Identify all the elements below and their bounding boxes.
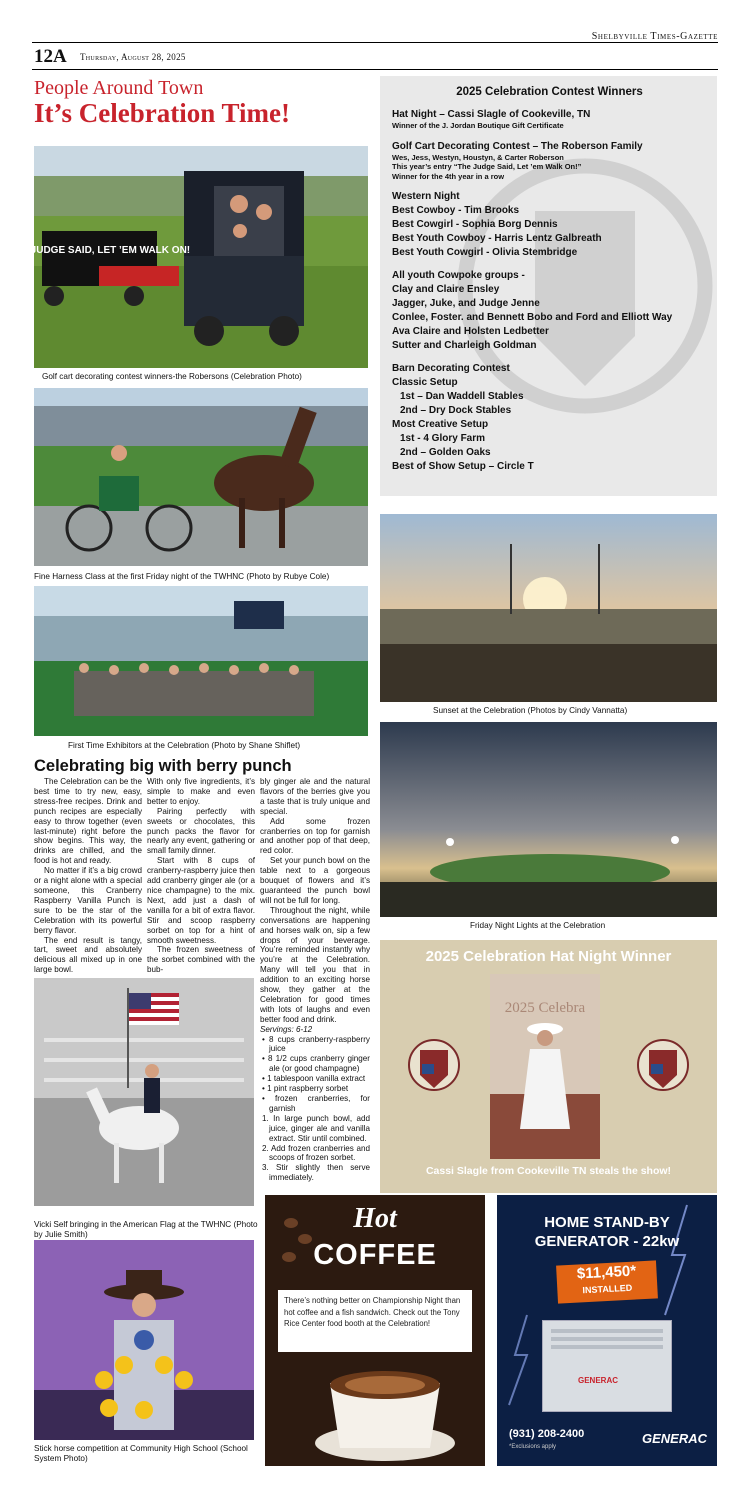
hat-night-caption: Cassi Slagle from Cookeville TN steals the show! [425, 1165, 672, 1177]
article-paragraph: The end result is tangy, tart, sweet and absolutely delicious all mixed up in one large bowl. [34, 935, 142, 975]
western-line: Best Youth Cowboy - Harris Lentz Galbreath [392, 233, 602, 244]
hat-night-prize: Winner of the J. Jordan Boutique Gift Certificate [392, 121, 564, 130]
barn-classic: Classic Setup [392, 377, 458, 388]
article-column-2 [147, 777, 255, 975]
cowpoke-line: Jagger, Juke, and Judge Jenne [392, 298, 540, 309]
article-paragraph: Add some frozen cranberries on top for garnish and another pop of that deep, red color. [260, 816, 370, 856]
photo-american-flag [34, 978, 254, 1206]
generator-phone[interactable]: (931) 208-2400 [509, 1428, 585, 1440]
article-column-3 [260, 777, 370, 1183]
golf-cart-winner: Golf Cart Decorating Contest – The Roberson Family [392, 140, 643, 152]
generator-exclusions: *Exclusions apply [509, 1444, 557, 1450]
crest-icon [637, 1030, 689, 1100]
winners-title: 2025 Celebration Contest Winners [456, 86, 643, 98]
article-paragraph: No matter if it’s a big crowd or a night alone with a special someone, this Cranberry Raspberry Vanilla Punch is sure to be the star of the Celebration with its powerful berry flavor. [34, 866, 142, 935]
hat-photo-text: 2025 Celebra [504, 1000, 586, 1016]
header-rule-bottom [32, 69, 718, 70]
hat-night-photo [490, 974, 600, 1159]
photo-fine-harness [34, 388, 368, 566]
barn-classic-second: 2nd – Dry Dock Stables [400, 405, 512, 416]
recipe-step: 2. Add frozen cranberries and scoops of frozen sorbet. [262, 1143, 370, 1163]
ingredient-item: • 8 cups cranberry-raspberry juice [262, 1034, 370, 1054]
article-column-1 [34, 777, 142, 975]
coffee-ad-hot: Hot [353, 1203, 397, 1234]
article-paragraph: The frozen sweetness of the sorbet combined with the bub- [147, 945, 255, 975]
article-paragraph: bly ginger ale and the natural flavors of the berries give you a taste that is truly unique and special. [260, 777, 370, 816]
section-kicker: People Around Town [34, 77, 204, 99]
recipe-step: 1. In large punch bowl, add juice, ginger ale and vanilla extract. Stir until combined. [262, 1113, 371, 1143]
caption-american-flag: Vicki Self bringing in the American Flag at the TWHNC (Photo by Julie Smith) [34, 1220, 258, 1239]
article-paragraph: Throughout the night, while conversations are happening and horses walk on, sip a few drops of your beverage. You’re reminded instantly why you’re at the Celebration. Many will tell you that in addition to an exciting horse show, they gather at the Celebration for good times with lots of laughs and even better food and drink. [260, 905, 370, 1024]
cowpoke-line: Conlee, Foster. and Bennett Bobo and Ford and Elliott Way [392, 312, 673, 323]
photo-first-time-exhibitors [34, 586, 368, 736]
article-paragraph: Set your punch bowl on the table next to a gorgeous bouquet of flowers and it’s guaranteed the punch bowl will not be full for long. [260, 856, 370, 905]
western-line: Western Night [392, 191, 460, 202]
caption-fine-harness: Fine Harness Class at the first Friday night of the TWHNC (Photo by Rubye Cole) [34, 572, 330, 581]
caption-golf-cart: Golf cart decorating contest winners-the Robersons (Celebration Photo) [42, 372, 302, 381]
recipe-step: 3. Stir slightly then serve immediately. [262, 1163, 371, 1183]
page-headline: It’s Celebration Time! [34, 98, 290, 128]
ingredient-item: • 1 pint raspberry sorbet [262, 1084, 349, 1094]
golf-cart-entry: This year’s entry “The Judge Said, Let ’em Walk On!” [392, 162, 582, 171]
cowpoke-line: Clay and Claire Ensley [392, 284, 500, 295]
ingredient-item: • 1 tablespoon vanilla extract [262, 1074, 366, 1084]
caption-sunset: Sunset at the Celebration (Photos by Cindy Vannatta) [433, 706, 628, 715]
cart-sign-text: THE JUDGE SAID, LET ’EM WALK ON! [7, 245, 191, 256]
western-line: Best Cowboy - Tim Brooks [392, 205, 520, 216]
article-paragraph: Pairing perfectly with sweets or chocolates, this punch packs the flavor for nearly any event, gathering or small family dinner. [147, 806, 255, 856]
coffee-ad-body: There’s nothing better on Championship Night than hot coffee and a fish sandwich. Check out the Tony Rice Center food booth at the Celebration! [278, 1290, 472, 1352]
barn-creative: Most Creative Setup [392, 419, 489, 430]
barn-creative-first: 1st - 4 Glory Farm [400, 433, 486, 444]
coffee-cup-icon [315, 1363, 455, 1463]
article-paragraph: Start with 8 cups of cranberry-raspberry juice then add cranberry ginger ale (or a nice champagne) to the mix. Next, add just a dash of vanilla for a bit of extra flavor. Stir and scoop raspberry sorbet on top for a hint of smooth sweetness. [147, 856, 255, 945]
contest-winners-box [380, 76, 717, 496]
cowpoke-line: Ava Claire and Holsten Ledbetter [392, 326, 549, 337]
generator-price-badge: $11,450* INSTALLED [556, 1260, 658, 1303]
caption-stick-horse: Stick horse competition at Community High School (School System Photo) [34, 1444, 248, 1463]
coffee-ad-title: COFFEE [313, 1239, 437, 1271]
golf-cart-names: Wes, Jess, Westyn, Houstyn, & Carter Roberson [392, 152, 564, 162]
article-title: Celebrating big with berry punch [34, 757, 292, 775]
golf-cart-streak: Winner for the 4th year in a row [392, 171, 505, 181]
header-rule [32, 42, 718, 43]
photo-sunset [380, 514, 717, 702]
barn-best-of-show: Best of Show Setup – Circle T [392, 461, 534, 472]
cowpoke-line: All youth Cowpoke groups - [392, 270, 525, 281]
hot-coffee-ad[interactable] [265, 1195, 485, 1466]
ingredient-item: • 8 1/2 cups cranberry ginger ale (or good champagne) [262, 1054, 370, 1074]
article-paragraph: With only five ingredients, it’s simple to make and even better to enjoy. [147, 777, 255, 806]
hat-night-title: 2025 Celebration Hat Night Winner [425, 948, 672, 965]
generator-ad-title: HOME STAND-BY GENERATOR - 22kw [534, 1214, 680, 1250]
crest-icon [408, 1030, 460, 1100]
caption-friday-night-lights: Friday Night Lights at the Celebration [470, 921, 606, 930]
dateline: Thursday, August 28, 2025 [80, 52, 186, 62]
hat-night-winner-panel [380, 940, 717, 1193]
western-line: Best Youth Cowgirl - Olivia Stembridge [392, 247, 578, 258]
western-line: Best Cowgirl - Sophia Borg Dennis [392, 219, 558, 230]
generator-unit-image [542, 1320, 672, 1412]
generator-ad[interactable] [497, 1195, 717, 1466]
photo-golf-cart [7, 146, 368, 368]
barn-creative-second: 2nd – Golden Oaks [400, 447, 491, 458]
hat-night-winner: Hat Night – Cassi Slagle of Cookeville, TN [392, 109, 591, 120]
photo-friday-night-lights [380, 722, 717, 917]
generator-unit-brand: GENERAC [578, 1376, 619, 1385]
caption-first-time-exhibitors: First Time Exhibitors at the Celebration (Photo by Shane Shiflet) [68, 741, 301, 750]
page-number: 12A [34, 46, 67, 67]
generac-logo: GENERAC [641, 1431, 707, 1446]
cowpoke-line: Sutter and Charleigh Goldman [392, 340, 537, 351]
recipe-servings: Servings: 6-12 [260, 1024, 313, 1034]
barn-title: Barn Decorating Contest [392, 363, 510, 374]
article-paragraph: The Celebration can be the best time to try new, easy, stress-free recipes. Drink and punch recipes are especially easy to throw together (even last-minute) right before the show begins. This way, the drinks are chilled, and the food is hot and ready. [34, 777, 142, 866]
masthead: Shelbyville Times-Gazette [591, 31, 718, 42]
barn-classic-first: 1st – Dan Waddell Stables [400, 391, 524, 402]
photo-stick-horse [34, 1240, 254, 1440]
ingredient-item: • frozen cranberries, for garnish [262, 1094, 370, 1113]
